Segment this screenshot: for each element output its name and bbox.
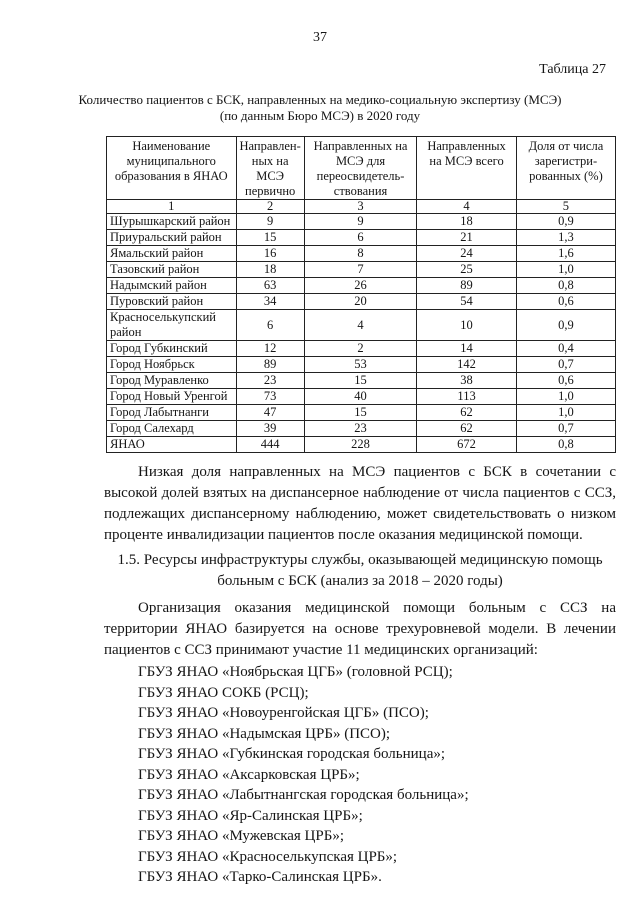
- organization-list: [138, 662, 469, 888]
- row-reexamination-count: 23: [304, 421, 416, 437]
- row-share-percent: 0,9: [516, 310, 615, 341]
- table-row: [107, 373, 616, 389]
- row-primary-count: 15: [236, 230, 304, 246]
- paragraph-low-share: Низкая доля направленных на МСЭ пациентов с БСК в сочетании с высокой долей взятых на диспансерное наблюдение от числа пациентов с ССЗ, подлежащих диспансерному наблюдению, может свидетельствовать о низком проценте инвалидизации пациентов после оказания медицинской помощи.: [104, 464, 616, 543]
- mse-referrals-table: [106, 136, 616, 453]
- row-share-percent: 1,0: [516, 262, 615, 278]
- row-share-percent: 0,7: [516, 357, 615, 373]
- row-reexamination-count: 2: [304, 341, 416, 357]
- organization-item: ГБУЗ ЯНАО «Новоуренгойская ЦГБ» (ПСО);: [138, 705, 429, 721]
- header-share: Доля от числа зарегистри-рованных (%): [516, 137, 615, 200]
- row-share-percent: 0,9: [516, 214, 615, 230]
- section-heading: [104, 550, 616, 592]
- row-share-percent: 1,0: [516, 405, 615, 421]
- column-index: 1: [107, 200, 237, 214]
- row-reexamination-count: 6: [304, 230, 416, 246]
- organization-item: ГБУЗ ЯНАО «Яр-Салинская ЦРБ»;: [138, 807, 363, 824]
- table-caption-line-2: (по данным Бюро МСЭ) в 2020 году: [219, 108, 421, 123]
- row-municipality-name: Приуральский район: [107, 230, 237, 246]
- organization-item: ГБУЗ ЯНАО «Тарко-Салинская ЦРБ».: [138, 869, 382, 885]
- row-municipality-name: Город Новый Уренгой: [107, 389, 237, 405]
- header-reexamination: Направленных на МСЭ для переосвидетель-ствования: [304, 137, 416, 200]
- section-heading-line-1: 1.5. Ресурсы инфраструктуры службы, оказывающей медицинскую помощь: [117, 552, 603, 568]
- row-reexamination-count: 228: [304, 437, 416, 453]
- section-heading-line-2: больным с БСК (анализ за 2018 – 2020 годы): [217, 573, 503, 589]
- row-primary-count: 47: [236, 405, 304, 421]
- table-caption-line-1: Количество пациентов с БСК, направленных на медико-социальную экспертизу (МСЭ): [78, 92, 562, 107]
- organization-item: ГБУЗ ЯНАО СОКБ (РСЦ);: [138, 684, 309, 701]
- row-primary-count: 34: [236, 294, 304, 310]
- row-municipality-name: Пуровский район: [107, 294, 237, 310]
- header-primary: Направлен-ных на МСЭ первично: [236, 137, 304, 200]
- row-reexamination-count: 53: [304, 357, 416, 373]
- row-share-percent: 0,6: [516, 294, 615, 310]
- table-row: [107, 341, 616, 357]
- row-municipality-name: Шурышкарский район: [107, 214, 237, 230]
- column-index: 5: [516, 200, 615, 214]
- row-total-count: 25: [417, 262, 517, 278]
- row-primary-count: 18: [236, 262, 304, 278]
- row-reexamination-count: 4: [304, 310, 416, 341]
- column-index: 4: [417, 200, 517, 214]
- organization-item: ГБУЗ ЯНАО «Красноселькупская ЦРБ»;: [138, 848, 398, 865]
- row-total-count: 62: [417, 405, 517, 421]
- row-total-count: 14: [417, 341, 517, 357]
- row-reexamination-count: 8: [304, 246, 416, 262]
- row-share-percent: 0,7: [516, 421, 615, 437]
- row-primary-count: 89: [236, 357, 304, 373]
- paragraph-organization: Организация оказания медицинской помощи больным с ССЗ на территории ЯНАО базируется на основе трехуровневой модели. В лечении пациентов с ССЗ принимают участие 11 медицинских организаций:: [104, 600, 616, 658]
- row-reexamination-count: 40: [304, 389, 416, 405]
- row-municipality-name: Город Муравленко: [107, 373, 237, 389]
- row-total-count: 89: [417, 278, 517, 294]
- table-row: [107, 294, 616, 310]
- column-index-row: [107, 200, 616, 214]
- organization-item: ГБУЗ ЯНАО «Ноябрьская ЦГБ» (головной РСЦ);: [138, 664, 453, 680]
- row-reexamination-count: 7: [304, 262, 416, 278]
- table-row: [107, 437, 616, 453]
- column-index: 2: [236, 200, 304, 214]
- table-caption: [60, 92, 580, 124]
- row-primary-count: 444: [236, 437, 304, 453]
- row-primary-count: 9: [236, 214, 304, 230]
- page-number: 37: [313, 30, 327, 45]
- table-row: [107, 230, 616, 246]
- row-share-percent: 0,4: [516, 341, 615, 357]
- row-share-percent: 1,3: [516, 230, 615, 246]
- row-municipality-name: Красноселькупский район: [107, 310, 237, 341]
- row-municipality-name: Ямальский район: [107, 246, 237, 262]
- table-row: [107, 262, 616, 278]
- row-municipality-name: Тазовский район: [107, 262, 237, 278]
- table-row: [107, 310, 616, 341]
- row-total-count: 18: [417, 214, 517, 230]
- table-row: [107, 389, 616, 405]
- row-municipality-name: Город Салехард: [107, 421, 237, 437]
- row-share-percent: 0,8: [516, 437, 615, 453]
- row-total-count: 38: [417, 373, 517, 389]
- organization-item: ГБУЗ ЯНАО «Мужевская ЦРБ»;: [138, 828, 345, 844]
- row-total-count: 10: [417, 310, 517, 341]
- row-share-percent: 0,6: [516, 373, 615, 389]
- table-label: Таблица 27: [539, 62, 606, 77]
- header-municipality: Наименование муниципального образования в ЯНАО: [107, 137, 237, 200]
- column-index: 3: [304, 200, 416, 214]
- row-reexamination-count: 9: [304, 214, 416, 230]
- row-primary-count: 12: [236, 341, 304, 357]
- row-share-percent: 1,0: [516, 389, 615, 405]
- table-row: [107, 246, 616, 262]
- row-total-count: 672: [417, 437, 517, 453]
- row-share-percent: 0,8: [516, 278, 615, 294]
- row-primary-count: 39: [236, 421, 304, 437]
- row-reexamination-count: 20: [304, 294, 416, 310]
- table-row: [107, 405, 616, 421]
- organization-item: ГБУЗ ЯНАО «Надымская ЦРБ» (ПСО);: [138, 725, 391, 742]
- row-municipality-name: Город Ноябрьск: [107, 357, 237, 373]
- row-municipality-name: Город Губкинский: [107, 341, 237, 357]
- row-total-count: 24: [417, 246, 517, 262]
- row-total-count: 142: [417, 357, 517, 373]
- row-municipality-name: ЯНАО: [107, 437, 237, 453]
- row-total-count: 113: [417, 389, 517, 405]
- table-row: [107, 357, 616, 373]
- row-primary-count: 23: [236, 373, 304, 389]
- table-row: [107, 278, 616, 294]
- row-primary-count: 73: [236, 389, 304, 405]
- row-reexamination-count: 15: [304, 373, 416, 389]
- row-share-percent: 1,6: [516, 246, 615, 262]
- row-reexamination-count: 26: [304, 278, 416, 294]
- row-total-count: 62: [417, 421, 517, 437]
- table-header-row: [107, 137, 616, 200]
- row-total-count: 21: [417, 230, 517, 246]
- organization-item: ГБУЗ ЯНАО «Лабытнангская городская больница»;: [138, 787, 469, 803]
- row-primary-count: 63: [236, 278, 304, 294]
- table-row: [107, 214, 616, 230]
- organization-item: ГБУЗ ЯНАО «Аксарковская ЦРБ»;: [138, 766, 360, 783]
- row-municipality-name: Надымский район: [107, 278, 237, 294]
- row-municipality-name: Город Лабытнанги: [107, 405, 237, 421]
- row-primary-count: 6: [236, 310, 304, 341]
- row-reexamination-count: 15: [304, 405, 416, 421]
- row-primary-count: 16: [236, 246, 304, 262]
- row-total-count: 54: [417, 294, 517, 310]
- organization-item: ГБУЗ ЯНАО «Губкинская городская больница»;: [138, 746, 446, 762]
- header-total: Направленных на МСЭ всего: [417, 137, 517, 200]
- table-row: [107, 421, 616, 437]
